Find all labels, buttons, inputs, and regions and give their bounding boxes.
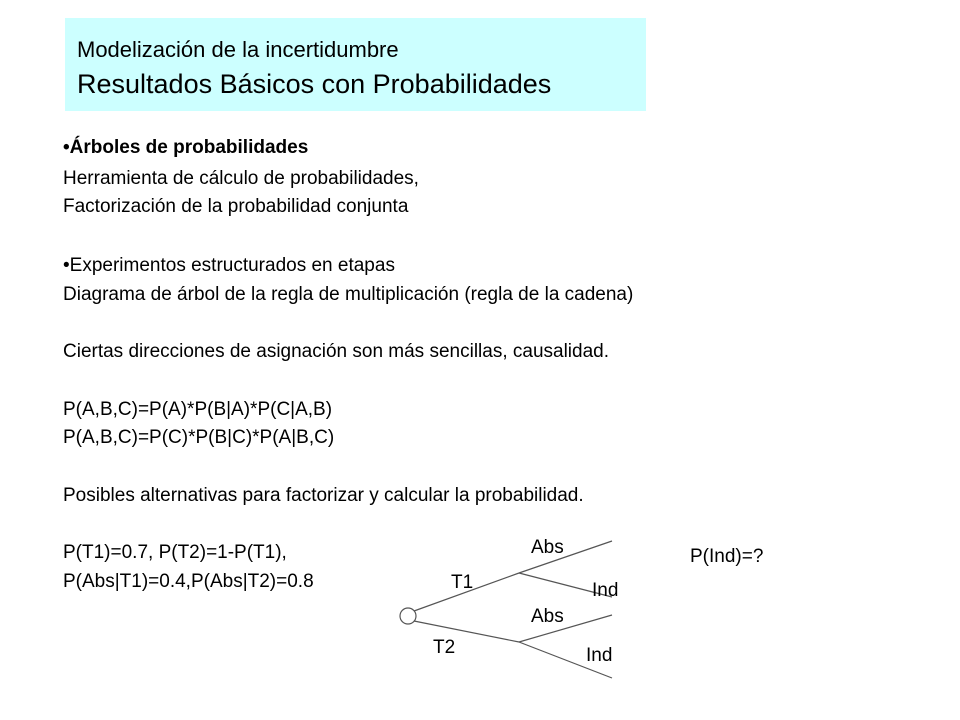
bullet-probability-trees: •Árboles de probabilidades: [63, 137, 309, 158]
label-t1: T1: [451, 572, 474, 593]
label-ind-bottom: Ind: [586, 645, 613, 666]
text-calculation-tool: Herramienta de cálculo de probabilidades,: [63, 168, 419, 189]
given-probabilities-1: P(T1)=0.7, P(T2)=1-P(T1),: [63, 542, 287, 563]
bullet-staged-experiments: •Experimentos estructurados en etapas: [63, 255, 395, 276]
formula-chain-rule-2: P(A,B,C)=P(C)*P(B|C)*P(A|B,C): [63, 427, 335, 448]
question-p-ind: P(Ind)=?: [690, 546, 764, 567]
slide-subtitle: Modelización de la incertidumbre: [77, 37, 399, 62]
given-probabilities-2: P(Abs|T1)=0.4,P(Abs|T2)=0.8: [63, 571, 314, 592]
branch-t2: [414, 621, 519, 642]
text-factorization: Factorización de la probabilidad conjunta: [63, 196, 409, 217]
label-abs-bottom: Abs: [531, 606, 564, 627]
text-alternatives: Posibles alternativas para factorizar y calcular la probabilidad.: [63, 485, 584, 506]
slide-title: Resultados Básicos con Probabilidades: [77, 69, 552, 99]
label-t2: T2: [433, 637, 456, 658]
text-assignment-directions: Ciertas direcciones de asignación son más sencillas, causalidad.: [63, 341, 610, 362]
label-abs-top: Abs: [531, 537, 564, 558]
label-ind-top: Ind: [592, 580, 619, 601]
formula-chain-rule-1: P(A,B,C)=P(A)*P(B|A)*P(C|A,B): [63, 399, 333, 420]
text-tree-diagram: Diagrama de árbol de la regla de multiplicación (regla de la cadena): [63, 284, 634, 305]
tree-root-node: [400, 608, 416, 624]
